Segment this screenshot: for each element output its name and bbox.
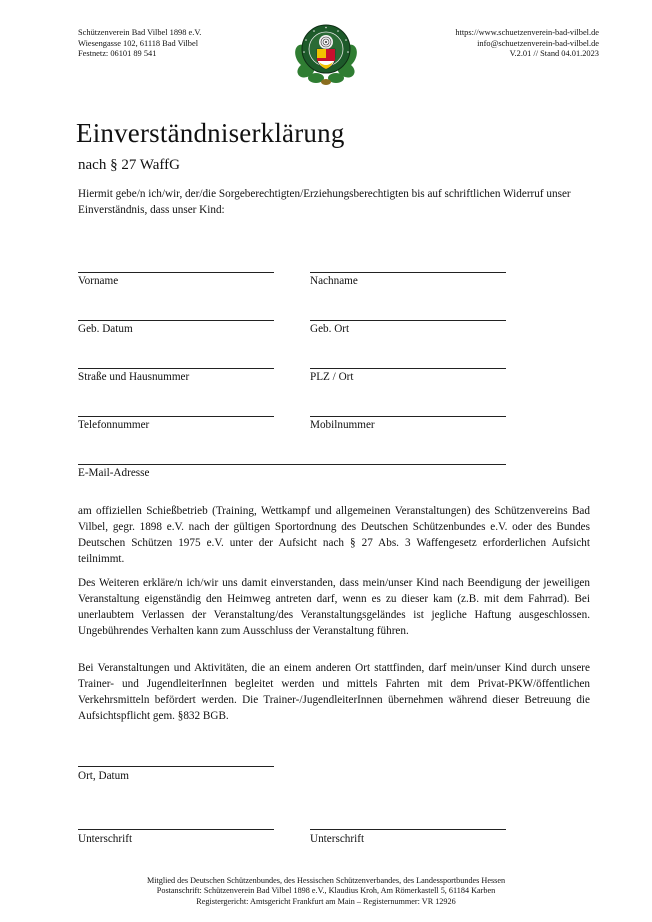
signature-2-field-line[interactable] bbox=[310, 829, 506, 830]
email-link[interactable]: info@schuetzenverein-bad-vilbel.de bbox=[477, 38, 599, 48]
page-subtitle: nach § 27 WaffG bbox=[78, 157, 180, 173]
phone-field-line[interactable] bbox=[78, 416, 274, 417]
street-label: Straße und Hausnummer bbox=[78, 371, 190, 383]
birth-date-field-line[interactable] bbox=[78, 320, 274, 321]
first-name-label: Vorname bbox=[78, 275, 119, 287]
zip-city-field-line[interactable] bbox=[310, 368, 506, 369]
footer-postal-address: Postanschrift: Schützenverein Bad Vilbel 1898 e.V., Klaudius Kroh, Am Römerkastell 5, 61184 Karben bbox=[156, 886, 496, 896]
paragraph-participation: am offiziellen Schießbetrieb (Training, Wettkampf und allgemeinen Veranstaltungen) des Schützenvereins Bad Vilbel, gegr. 1898 e.V. nach der gültigen Sportordnung des Deutschen Schützenbundes e.V. oder des Bundes Deutschen Schützen 1975 e.V. unter der Aufsicht nach § 27 Abs. 3 Waffengesetz erforderlichen Aufsicht teilnimmt. bbox=[78, 505, 590, 565]
paragraph-way-home: Des Weiteren erkläre/n ich/wir uns damit einverstanden, dass mein/unser Kind nach Beendigung der jeweiligen Veranstaltung eigenständig den Heimweg antreten darf, wenn es zu dieser kam (z.B. mit dem Fahrrad). Bei unerlaubtem Verlassen der Veranstaltung/des Veranstaltungsgeländes ist jegliche Haftung ausgeschlossen. Ungebührendes Verhalten kann zum Ausschluss der Veranstaltung führen. bbox=[78, 577, 590, 637]
street-field-line[interactable] bbox=[78, 368, 274, 369]
last-name-label: Nachname bbox=[310, 275, 358, 287]
email-label: E-Mail-Adresse bbox=[78, 467, 150, 479]
page-footer bbox=[0, 876, 652, 907]
mobile-field-line[interactable] bbox=[310, 416, 506, 417]
place-date-field-line[interactable] bbox=[78, 766, 274, 767]
club-crest-icon bbox=[294, 22, 358, 86]
signature-1-field-line[interactable] bbox=[78, 829, 274, 830]
footer-registry: Registergericht: Amtsgericht Frankfurt am Main – Registernummer: VR 12926 bbox=[196, 896, 456, 906]
zip-city-label: PLZ / Ort bbox=[310, 371, 354, 383]
signature-1-label: Unterschrift bbox=[78, 833, 133, 845]
footer-membership: Mitglied des Deutschen Schützenbundes, des Hessischen Schützenverbandes, des Landessportbundes Hessen bbox=[146, 876, 506, 885]
paragraph-external-events: Bei Veranstaltungen und Aktivitäten, die an einem anderen Ort stattfinden, darf mein/unser Kind durch unsere Trainer- und JugendleiterInnen begleitet werden und mittels Fahrten mit dem Privat-PKW/öffentlichen Verkehrsmitteln befördert werden. Die Trainer-/JugendleiterInnen übernehmen während dieser Betreuung die Aufsichtspflicht gem. §832 BGB. bbox=[78, 662, 590, 722]
club-address: Wiesengasse 102, 61118 Bad Vilbel bbox=[78, 38, 199, 48]
birth-place-label: Geb. Ort bbox=[310, 323, 350, 335]
mobile-label: Mobilnummer bbox=[310, 419, 375, 431]
last-name-field-line[interactable] bbox=[310, 272, 506, 273]
email-field-line[interactable] bbox=[78, 464, 506, 465]
signature-2-label: Unterschrift bbox=[310, 833, 365, 845]
header-club-info bbox=[78, 28, 201, 60]
website-link[interactable]: https://www.schuetzenverein-bad-vilbel.de bbox=[455, 28, 599, 37]
club-phone: Festnetz: 06101 89 541 bbox=[78, 49, 157, 59]
page-title: Einverständniserklärung bbox=[76, 118, 345, 148]
club-name: Schützenverein Bad Vilbel 1898 e.V. bbox=[78, 28, 202, 37]
first-name-field-line[interactable] bbox=[78, 272, 274, 273]
birth-place-field-line[interactable] bbox=[310, 320, 506, 321]
birth-date-label: Geb. Datum bbox=[78, 323, 133, 335]
version-info: V.2.01 // Stand 04.01.2023 bbox=[509, 49, 599, 59]
header-contact-info bbox=[455, 28, 599, 60]
place-date-label: Ort, Datum bbox=[78, 770, 129, 782]
intro-text: Hiermit gebe/n ich/wir, der/die Sorgeberechtigten/Erziehungsberechtigten bis auf schriftlichen Widerruf unser Einverständnis, dass unser Kind: bbox=[78, 188, 571, 216]
phone-label: Telefonnummer bbox=[78, 419, 150, 431]
